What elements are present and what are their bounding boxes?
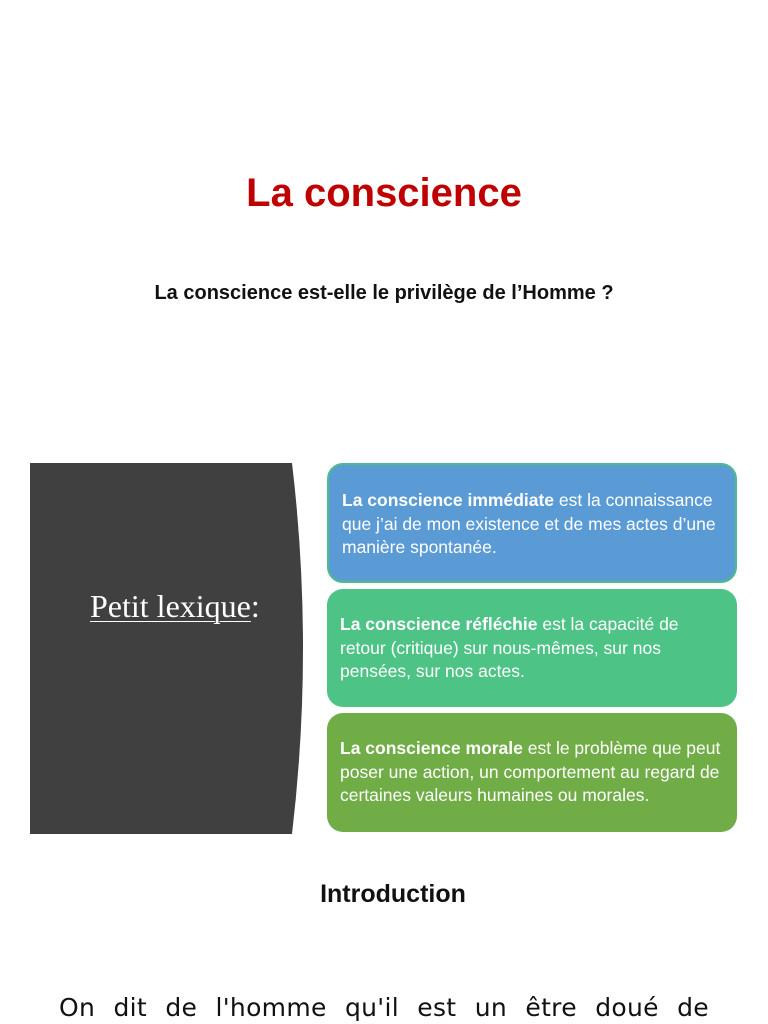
definition-box-immediate [327, 463, 737, 583]
lexique-heading-text: Petit lexique [90, 588, 251, 624]
definition-box-morale [327, 713, 737, 832]
document-subtitle: La conscience est-elle le privilège de l’Homme ? [154, 282, 614, 304]
lexique-panel-shape [30, 463, 310, 834]
definition-text-morale: est le problème que peut poser une action, un comportement au regard de certaines valeurs humaines ou morales. [340, 738, 721, 805]
definition-text-immediate: est la connaissance que j’ai de mon existence et de mes actes d’une manière spontanée. [342, 490, 716, 557]
lexique-heading-colon: : [250, 588, 260, 624]
definition-box-reflechie [327, 589, 737, 707]
lexique-panel [30, 463, 310, 834]
document-title: La conscience [246, 171, 522, 215]
definition-term-morale: La conscience morale [340, 738, 523, 758]
introduction-heading: Introduction [320, 880, 466, 908]
definition-term-immediate: La conscience immédiate [342, 490, 555, 510]
definition-term-reflechie: La conscience réfléchie [340, 614, 538, 634]
definition-text-reflechie: est la capacité de retour (critique) sur nous-mêmes, sur nos pensées, sur nos actes. [340, 614, 679, 681]
body-paragraph: On dit de l'homme qu'il est un être doué de [59, 993, 709, 1022]
